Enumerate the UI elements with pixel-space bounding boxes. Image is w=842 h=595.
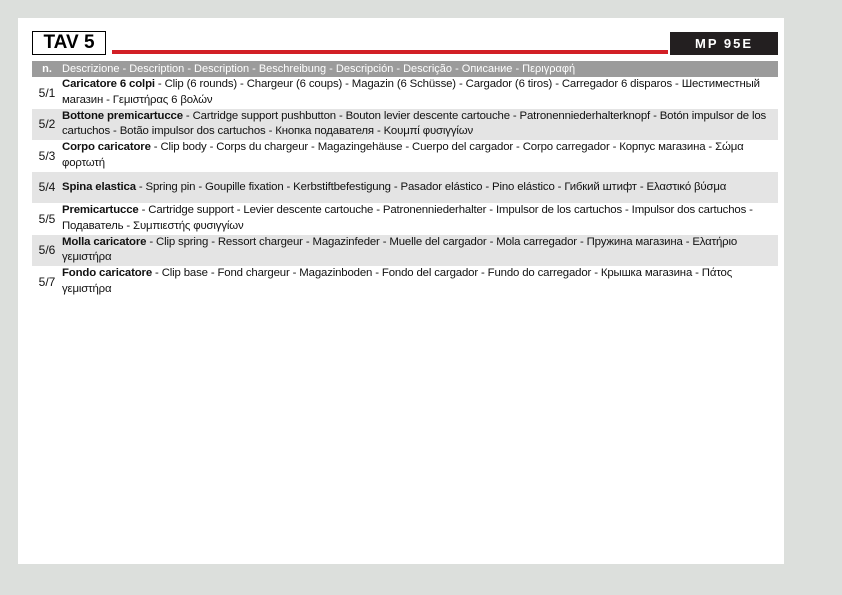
part-number: 5/1 xyxy=(38,85,56,100)
part-description xyxy=(62,172,778,204)
part-number: 5/2 xyxy=(32,109,62,141)
part-translations: - Cartridge support - Levier descente cartouche - Patronenniederhalter - Impulsor de los cartuchos - Impulsor dos cartuchos - Подаватель - Συμπιεστής φυσιγγίων xyxy=(62,204,753,232)
part-description xyxy=(62,235,778,267)
part-description xyxy=(62,77,778,109)
column-header-description: Descrizione - Description - Description - Beschreibung - Descripción - Descrição - Описание - Περιγραφή xyxy=(62,61,778,77)
column-header-number: n. xyxy=(32,61,62,77)
header-divider xyxy=(112,50,668,54)
part-number: 5/6 xyxy=(32,235,62,267)
part-translations: - Spring pin - Goupille fixation - Kerbstiftbefestigung - Pasador elástico - Pino elástico - Гибкий штифт - Ελαστικό βύσμα xyxy=(135,180,727,193)
part-name: Premicartucce xyxy=(62,204,139,217)
model-badge: MP 95E xyxy=(670,32,778,55)
part-translations: - Clip body - Corps du chargeur - Magazingehäuse - Cuerpo del cargador - Corpo carregador - Корпус магазина - Σώμα φορτωτή xyxy=(62,141,744,169)
part-number: 5/7 xyxy=(38,274,56,289)
part-description xyxy=(62,203,778,235)
table-row xyxy=(32,266,778,298)
table-row xyxy=(32,77,778,109)
table-row xyxy=(32,172,778,204)
part-number: 5/5 xyxy=(38,211,56,226)
table-row xyxy=(32,140,778,172)
part-name: Corpo caricatore xyxy=(62,141,151,154)
part-translations: - Clip spring - Ressort chargeur - Magazinfeder - Muelle del cargador - Mola carregador - Пружина магазина - Ελατήριο γεμιστήρα xyxy=(62,235,738,264)
part-description xyxy=(62,266,778,298)
table-number-label: TAV 5 xyxy=(32,31,106,55)
table-header-row xyxy=(32,61,778,77)
part-description xyxy=(62,109,778,141)
table-row xyxy=(32,203,778,235)
part-name: Fondo caricatore xyxy=(62,267,153,280)
part-number: 5/4 xyxy=(32,172,62,204)
part-name: Spina elastica xyxy=(62,180,136,193)
table-row xyxy=(32,235,778,267)
parts-table xyxy=(32,61,778,298)
part-name: Bottone premicartucce xyxy=(62,109,183,122)
part-description xyxy=(62,140,778,172)
part-translations: - Clip base - Fond chargeur - Magazinboden - Fondo del cargador - Fundo do carregador - Крышка магазина - Πάτος γεμιστήρα xyxy=(62,267,733,295)
part-name: Caricatore 6 colpi xyxy=(62,78,155,91)
document-page xyxy=(18,18,784,564)
table-row xyxy=(32,109,778,141)
part-translations: - Clip (6 rounds) - Chargeur (6 coups) - Magazin (6 Schüsse) - Cargador (6 tiros) - Carregador 6 disparos - Шестиместный магазин - Γεμιστήρας 6 βολών xyxy=(62,78,760,106)
part-translations: - Cartridge support pushbutton - Bouton levier descente cartouche - Patronenniederhalterknopf - Botón impulsor de los cartuchos - Botão impulsor dos cartuchos - Кнопка подавателя - Κουμπί φυσιγγίων xyxy=(62,109,767,138)
part-name: Molla caricatore xyxy=(62,235,147,248)
part-number: 5/3 xyxy=(38,148,56,163)
